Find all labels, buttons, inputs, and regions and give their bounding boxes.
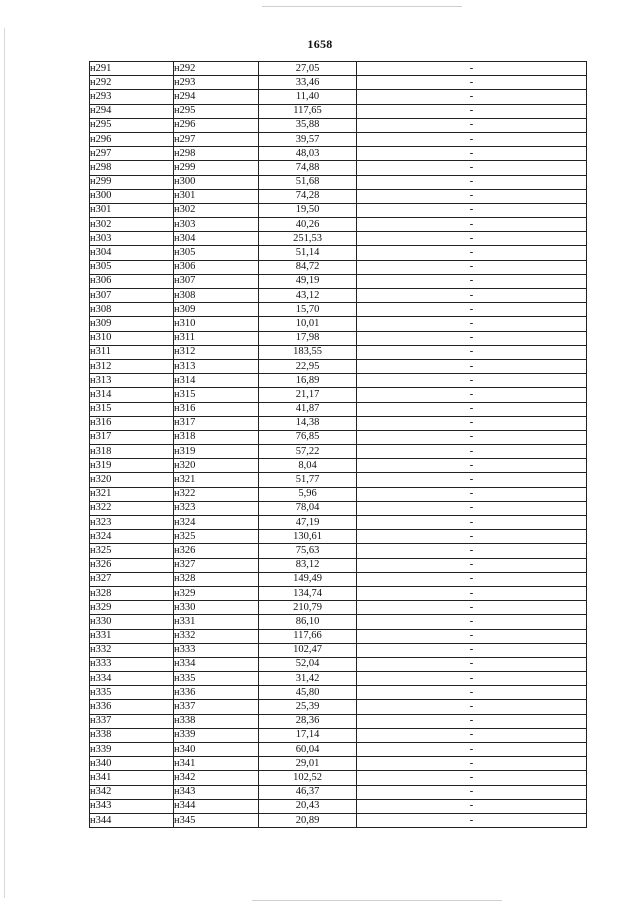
point-from-cell: н311	[90, 345, 174, 359]
distance-cell: 86,10	[259, 615, 357, 629]
point-from-cell: н337	[90, 714, 174, 728]
table-row	[90, 359, 587, 373]
point-from-cell: н342	[90, 785, 174, 799]
table-row	[90, 473, 587, 487]
table-row	[90, 175, 587, 189]
point-to-cell: н328	[174, 572, 259, 586]
distance-cell: 33,46	[259, 76, 357, 90]
point-to-cell: н298	[174, 147, 259, 161]
point-to-cell: н332	[174, 629, 259, 643]
note-cell: -	[357, 402, 587, 416]
note-cell: -	[357, 274, 587, 288]
distance-cell: 14,38	[259, 416, 357, 430]
table-row	[90, 345, 587, 359]
distance-cell: 84,72	[259, 260, 357, 274]
point-to-cell: н324	[174, 516, 259, 530]
note-cell: -	[357, 331, 587, 345]
table-row	[90, 374, 587, 388]
note-cell: -	[357, 359, 587, 373]
distance-cell: 130,61	[259, 530, 357, 544]
table-row	[90, 416, 587, 430]
point-from-cell: н335	[90, 686, 174, 700]
point-from-cell: н323	[90, 516, 174, 530]
table-row	[90, 274, 587, 288]
point-from-cell: н291	[90, 62, 174, 76]
point-from-cell: н295	[90, 118, 174, 132]
note-cell: -	[357, 289, 587, 303]
note-cell: -	[357, 657, 587, 671]
note-cell: -	[357, 700, 587, 714]
distance-cell: 39,57	[259, 132, 357, 146]
point-to-cell: н303	[174, 218, 259, 232]
point-to-cell: н319	[174, 445, 259, 459]
point-to-cell: н305	[174, 246, 259, 260]
distance-cell: 11,40	[259, 90, 357, 104]
point-to-cell: н299	[174, 161, 259, 175]
note-cell: -	[357, 189, 587, 203]
table-row	[90, 615, 587, 629]
point-from-cell: н313	[90, 374, 174, 388]
point-from-cell: н327	[90, 572, 174, 586]
point-from-cell: н339	[90, 743, 174, 757]
point-from-cell: н332	[90, 643, 174, 657]
distance-cell: 10,01	[259, 317, 357, 331]
point-to-cell: н342	[174, 771, 259, 785]
point-to-cell: н301	[174, 189, 259, 203]
point-to-cell: н331	[174, 615, 259, 629]
point-from-cell: н319	[90, 459, 174, 473]
distance-cell: 51,77	[259, 473, 357, 487]
distance-cell: 51,14	[259, 246, 357, 260]
note-cell: -	[357, 672, 587, 686]
point-from-cell: н343	[90, 799, 174, 813]
note-cell: -	[357, 586, 587, 600]
distance-cell: 19,50	[259, 203, 357, 217]
distance-cell: 20,89	[259, 813, 357, 827]
note-cell: -	[357, 615, 587, 629]
point-from-cell: н308	[90, 303, 174, 317]
point-to-cell: н330	[174, 601, 259, 615]
table-row	[90, 218, 587, 232]
note-cell: -	[357, 714, 587, 728]
point-from-cell: н328	[90, 586, 174, 600]
distance-cell: 60,04	[259, 743, 357, 757]
table-row	[90, 501, 587, 515]
table-row	[90, 232, 587, 246]
point-to-cell: н334	[174, 657, 259, 671]
table-row	[90, 118, 587, 132]
note-cell: -	[357, 430, 587, 444]
note-cell: -	[357, 686, 587, 700]
table-row	[90, 657, 587, 671]
point-from-cell: н306	[90, 274, 174, 288]
point-to-cell: н327	[174, 558, 259, 572]
table-row	[90, 629, 587, 643]
point-from-cell: н338	[90, 728, 174, 742]
note-cell: -	[357, 218, 587, 232]
note-cell: -	[357, 544, 587, 558]
point-to-cell: н318	[174, 430, 259, 444]
distance-cell: 47,19	[259, 516, 357, 530]
point-from-cell: н333	[90, 657, 174, 671]
point-from-cell: н329	[90, 601, 174, 615]
note-cell: -	[357, 501, 587, 515]
point-to-cell: н302	[174, 203, 259, 217]
point-from-cell: н322	[90, 501, 174, 515]
distance-cell: 25,39	[259, 700, 357, 714]
distance-cell: 29,01	[259, 757, 357, 771]
distance-cell: 5,96	[259, 487, 357, 501]
page-edge	[4, 28, 5, 898]
point-to-cell: н344	[174, 799, 259, 813]
table-row	[90, 132, 587, 146]
point-to-cell: н308	[174, 289, 259, 303]
point-from-cell: н334	[90, 672, 174, 686]
note-cell: -	[357, 388, 587, 402]
note-cell: -	[357, 743, 587, 757]
table-row	[90, 700, 587, 714]
point-to-cell: н297	[174, 132, 259, 146]
point-to-cell: н295	[174, 104, 259, 118]
point-from-cell: н304	[90, 246, 174, 260]
note-cell: -	[357, 757, 587, 771]
distance-cell: 183,55	[259, 345, 357, 359]
point-from-cell: н324	[90, 530, 174, 544]
distance-cell: 117,66	[259, 629, 357, 643]
table-row	[90, 530, 587, 544]
point-to-cell: н306	[174, 260, 259, 274]
distance-cell: 43,12	[259, 289, 357, 303]
table-row	[90, 90, 587, 104]
point-from-cell: н330	[90, 615, 174, 629]
point-to-cell: н296	[174, 118, 259, 132]
distance-cell: 45,80	[259, 686, 357, 700]
point-from-cell: н340	[90, 757, 174, 771]
point-from-cell: н318	[90, 445, 174, 459]
point-to-cell: н314	[174, 374, 259, 388]
point-to-cell: н315	[174, 388, 259, 402]
distance-cell: 75,63	[259, 544, 357, 558]
point-to-cell: н312	[174, 345, 259, 359]
table-row	[90, 785, 587, 799]
distance-cell: 52,04	[259, 657, 357, 671]
table-body	[90, 62, 587, 828]
point-from-cell: н344	[90, 813, 174, 827]
distance-cell: 49,19	[259, 274, 357, 288]
point-to-cell: н337	[174, 700, 259, 714]
point-from-cell: н293	[90, 90, 174, 104]
note-cell: -	[357, 246, 587, 260]
point-to-cell: н316	[174, 402, 259, 416]
point-to-cell: н307	[174, 274, 259, 288]
table-row	[90, 147, 587, 161]
scan-artifact-bottom	[252, 900, 502, 901]
table-row	[90, 402, 587, 416]
note-cell: -	[357, 175, 587, 189]
table-row	[90, 104, 587, 118]
point-to-cell: н294	[174, 90, 259, 104]
table-row	[90, 714, 587, 728]
point-from-cell: н292	[90, 76, 174, 90]
point-to-cell: н322	[174, 487, 259, 501]
table-row	[90, 388, 587, 402]
point-from-cell: н294	[90, 104, 174, 118]
note-cell: -	[357, 785, 587, 799]
note-cell: -	[357, 799, 587, 813]
distance-cell: 102,47	[259, 643, 357, 657]
table-row	[90, 672, 587, 686]
point-to-cell: н304	[174, 232, 259, 246]
note-cell: -	[357, 345, 587, 359]
coordinates-table	[89, 61, 587, 828]
point-from-cell: н315	[90, 402, 174, 416]
note-cell: -	[357, 572, 587, 586]
note-cell: -	[357, 643, 587, 657]
point-from-cell: н300	[90, 189, 174, 203]
table-row	[90, 303, 587, 317]
point-to-cell: н326	[174, 544, 259, 558]
distance-cell: 210,79	[259, 601, 357, 615]
note-cell: -	[357, 629, 587, 643]
point-to-cell: н292	[174, 62, 259, 76]
distance-cell: 78,04	[259, 501, 357, 515]
note-cell: -	[357, 90, 587, 104]
note-cell: -	[357, 601, 587, 615]
table-row	[90, 799, 587, 813]
scan-artifact-top	[262, 6, 462, 7]
point-from-cell: н341	[90, 771, 174, 785]
distance-cell: 251,53	[259, 232, 357, 246]
table-row	[90, 813, 587, 827]
point-to-cell: н310	[174, 317, 259, 331]
point-from-cell: н320	[90, 473, 174, 487]
distance-cell: 134,74	[259, 586, 357, 600]
point-from-cell: н314	[90, 388, 174, 402]
distance-cell: 27,05	[259, 62, 357, 76]
point-to-cell: н329	[174, 586, 259, 600]
distance-cell: 28,36	[259, 714, 357, 728]
table-row	[90, 246, 587, 260]
table-row	[90, 62, 587, 76]
distance-cell: 8,04	[259, 459, 357, 473]
point-to-cell: н338	[174, 714, 259, 728]
note-cell: -	[357, 132, 587, 146]
distance-cell: 22,95	[259, 359, 357, 373]
point-from-cell: н321	[90, 487, 174, 501]
table-row	[90, 203, 587, 217]
point-from-cell: н303	[90, 232, 174, 246]
distance-cell: 40,26	[259, 218, 357, 232]
note-cell: -	[357, 416, 587, 430]
table-row	[90, 771, 587, 785]
point-from-cell: н296	[90, 132, 174, 146]
note-cell: -	[357, 728, 587, 742]
table-row	[90, 260, 587, 274]
table-row	[90, 558, 587, 572]
point-to-cell: н321	[174, 473, 259, 487]
point-to-cell: н317	[174, 416, 259, 430]
point-from-cell: н325	[90, 544, 174, 558]
note-cell: -	[357, 459, 587, 473]
note-cell: -	[357, 232, 587, 246]
table-row	[90, 445, 587, 459]
point-to-cell: н293	[174, 76, 259, 90]
point-to-cell: н323	[174, 501, 259, 515]
table-row	[90, 643, 587, 657]
note-cell: -	[357, 516, 587, 530]
table-row	[90, 516, 587, 530]
distance-cell: 35,88	[259, 118, 357, 132]
point-to-cell: н325	[174, 530, 259, 544]
point-to-cell: н320	[174, 459, 259, 473]
distance-cell: 46,37	[259, 785, 357, 799]
table-row	[90, 757, 587, 771]
point-to-cell: н333	[174, 643, 259, 657]
distance-cell: 15,70	[259, 303, 357, 317]
point-to-cell: н313	[174, 359, 259, 373]
point-to-cell: н336	[174, 686, 259, 700]
note-cell: -	[357, 118, 587, 132]
note-cell: -	[357, 104, 587, 118]
point-to-cell: н340	[174, 743, 259, 757]
point-from-cell: н298	[90, 161, 174, 175]
point-to-cell: н341	[174, 757, 259, 771]
distance-cell: 74,28	[259, 189, 357, 203]
distance-cell: 83,12	[259, 558, 357, 572]
distance-cell: 102,52	[259, 771, 357, 785]
point-from-cell: н309	[90, 317, 174, 331]
point-to-cell: н345	[174, 813, 259, 827]
distance-cell: 21,17	[259, 388, 357, 402]
point-from-cell: н299	[90, 175, 174, 189]
point-to-cell: н343	[174, 785, 259, 799]
distance-cell: 31,42	[259, 672, 357, 686]
point-from-cell: н310	[90, 331, 174, 345]
table-row	[90, 686, 587, 700]
distance-cell: 57,22	[259, 445, 357, 459]
table-row	[90, 331, 587, 345]
distance-cell: 117,65	[259, 104, 357, 118]
point-from-cell: н326	[90, 558, 174, 572]
table-row	[90, 728, 587, 742]
table-row	[90, 161, 587, 175]
note-cell: -	[357, 445, 587, 459]
distance-cell: 48,03	[259, 147, 357, 161]
point-from-cell: н302	[90, 218, 174, 232]
point-from-cell: н312	[90, 359, 174, 373]
table-row	[90, 430, 587, 444]
distance-cell: 17,14	[259, 728, 357, 742]
distance-cell: 149,49	[259, 572, 357, 586]
note-cell: -	[357, 317, 587, 331]
distance-cell: 51,68	[259, 175, 357, 189]
note-cell: -	[357, 161, 587, 175]
point-from-cell: н336	[90, 700, 174, 714]
note-cell: -	[357, 374, 587, 388]
table-row	[90, 743, 587, 757]
distance-cell: 74,88	[259, 161, 357, 175]
note-cell: -	[357, 76, 587, 90]
note-cell: -	[357, 303, 587, 317]
table-row	[90, 572, 587, 586]
point-from-cell: н316	[90, 416, 174, 430]
note-cell: -	[357, 487, 587, 501]
point-from-cell: н317	[90, 430, 174, 444]
note-cell: -	[357, 62, 587, 76]
point-to-cell: н300	[174, 175, 259, 189]
table-row	[90, 317, 587, 331]
point-from-cell: н297	[90, 147, 174, 161]
note-cell: -	[357, 530, 587, 544]
distance-cell: 41,87	[259, 402, 357, 416]
table-row	[90, 189, 587, 203]
point-to-cell: н309	[174, 303, 259, 317]
note-cell: -	[357, 558, 587, 572]
note-cell: -	[357, 147, 587, 161]
distance-cell: 20,43	[259, 799, 357, 813]
note-cell: -	[357, 813, 587, 827]
distance-cell: 17,98	[259, 331, 357, 345]
page-number: 1658	[307, 37, 333, 51]
note-cell: -	[357, 203, 587, 217]
table-row	[90, 487, 587, 501]
point-from-cell: н305	[90, 260, 174, 274]
note-cell: -	[357, 771, 587, 785]
note-cell: -	[357, 260, 587, 274]
table-row	[90, 601, 587, 615]
distance-cell: 16,89	[259, 374, 357, 388]
point-to-cell: н311	[174, 331, 259, 345]
note-cell: -	[357, 473, 587, 487]
point-from-cell: н331	[90, 629, 174, 643]
table-row	[90, 459, 587, 473]
point-to-cell: н339	[174, 728, 259, 742]
point-from-cell: н301	[90, 203, 174, 217]
table-row	[90, 76, 587, 90]
distance-cell: 76,85	[259, 430, 357, 444]
table-row	[90, 289, 587, 303]
table-row	[90, 544, 587, 558]
table-row	[90, 586, 587, 600]
point-from-cell: н307	[90, 289, 174, 303]
point-to-cell: н335	[174, 672, 259, 686]
